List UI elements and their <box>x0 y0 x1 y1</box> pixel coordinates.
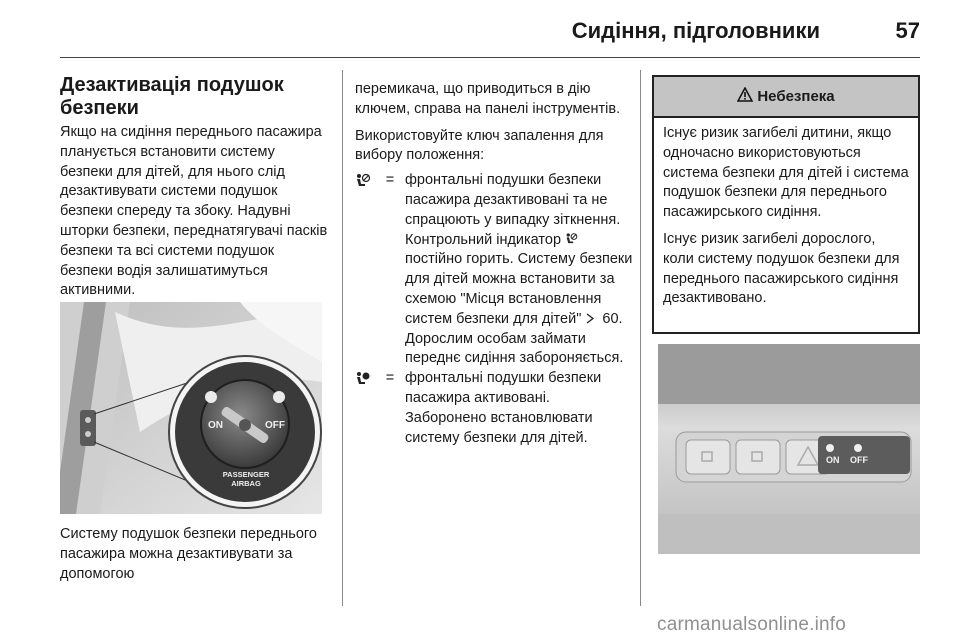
page-reference-link[interactable]: 60. <box>602 310 623 327</box>
running-title: Сидіння, підголовники <box>571 18 820 43</box>
header-rule <box>60 57 920 58</box>
danger-warning-title: Небезпека <box>757 88 835 105</box>
danger-warning-header <box>654 77 918 118</box>
warning-paragraph-2: Існує ризик загибелі дорослого, коли систему подушок безпеки для переднього пасажирського сидіння дезактивовано. <box>663 230 900 307</box>
running-head <box>60 18 920 48</box>
airbag-on-icon <box>355 369 375 394</box>
page-number: 57 <box>895 18 920 43</box>
continuation-paragraph: перемикача, що приводиться в дію ключем, справа на панелі інструментів. <box>355 81 621 117</box>
symbol-description: фронтальні подушки безпеки пасажира активовані. Заборонено встановлювати систему безпеки для дітей. <box>405 370 602 446</box>
dashboard-illustration <box>658 344 920 554</box>
column-2 <box>355 80 635 448</box>
airbag-switch-illustration <box>60 302 322 514</box>
symbol-row-airbag-off <box>355 171 635 369</box>
footer-watermark: carmanualsonline.info <box>657 614 847 635</box>
dial-on-label: ON <box>208 420 223 431</box>
indicator-on-label: ON <box>826 455 840 465</box>
airbag-off-icon <box>355 171 375 196</box>
column-1 <box>60 74 330 301</box>
symbol-row-airbag-on <box>355 369 635 448</box>
intro-paragraph: Якщо на сидіння переднього пасажира планується встановити систему безпеки для дітей, для нього слід дезактивувати системи подушок безпеки спереду та збоку. Надувні шторки безпеки, переднатягувачі пасків безпеки та всі системи подушок безпеки водія залишатимуться активними. <box>60 124 328 299</box>
symbol-equals: = <box>385 370 395 387</box>
page-reference-icon <box>585 312 598 326</box>
dial-passenger-airbag-label: PASSENGER AIRBAG <box>222 470 270 488</box>
symbol-description: фронтальні подушки безпеки пасажира дезактивовані та не спрацюють у випадку зіткнення. Контрольний індикатор постійно горить. Систему безпеки для дітей можна встановити за схемою "Місця встановлення систем безпеки для дітей" 60. Дорослим особам займати переднє сидіння забороняється. <box>405 172 633 367</box>
warning-paragraph-1: Існує ризик загибелі дитини, якщо одночасно використовуються система безпеки для дітей і система подушок безпеки для переднього пасажирського сидіння. <box>663 125 909 221</box>
airbag-switch-photo <box>60 302 322 514</box>
indicator-off-label: OFF <box>850 455 868 465</box>
photo-caption: Систему подушок безпеки переднього пасажира можна дезактивувати за допомогою <box>60 526 317 582</box>
section-title: Дезактивація подушок безпеки <box>60 74 284 119</box>
danger-warning-box <box>652 75 920 334</box>
airbag-off-indicator-icon <box>565 232 578 246</box>
instruction-paragraph: Використовуйте ключ запалення для вибору положення: <box>355 127 604 164</box>
symbol-equals: = <box>385 172 395 189</box>
symbol-list <box>355 171 635 448</box>
warning-triangle-icon <box>737 87 753 106</box>
column-divider-right <box>640 70 641 606</box>
column-divider-left <box>342 70 343 606</box>
dial-off-label: OFF <box>265 420 285 431</box>
dashboard-indicator-photo <box>658 344 920 554</box>
danger-warning-body <box>654 118 918 309</box>
